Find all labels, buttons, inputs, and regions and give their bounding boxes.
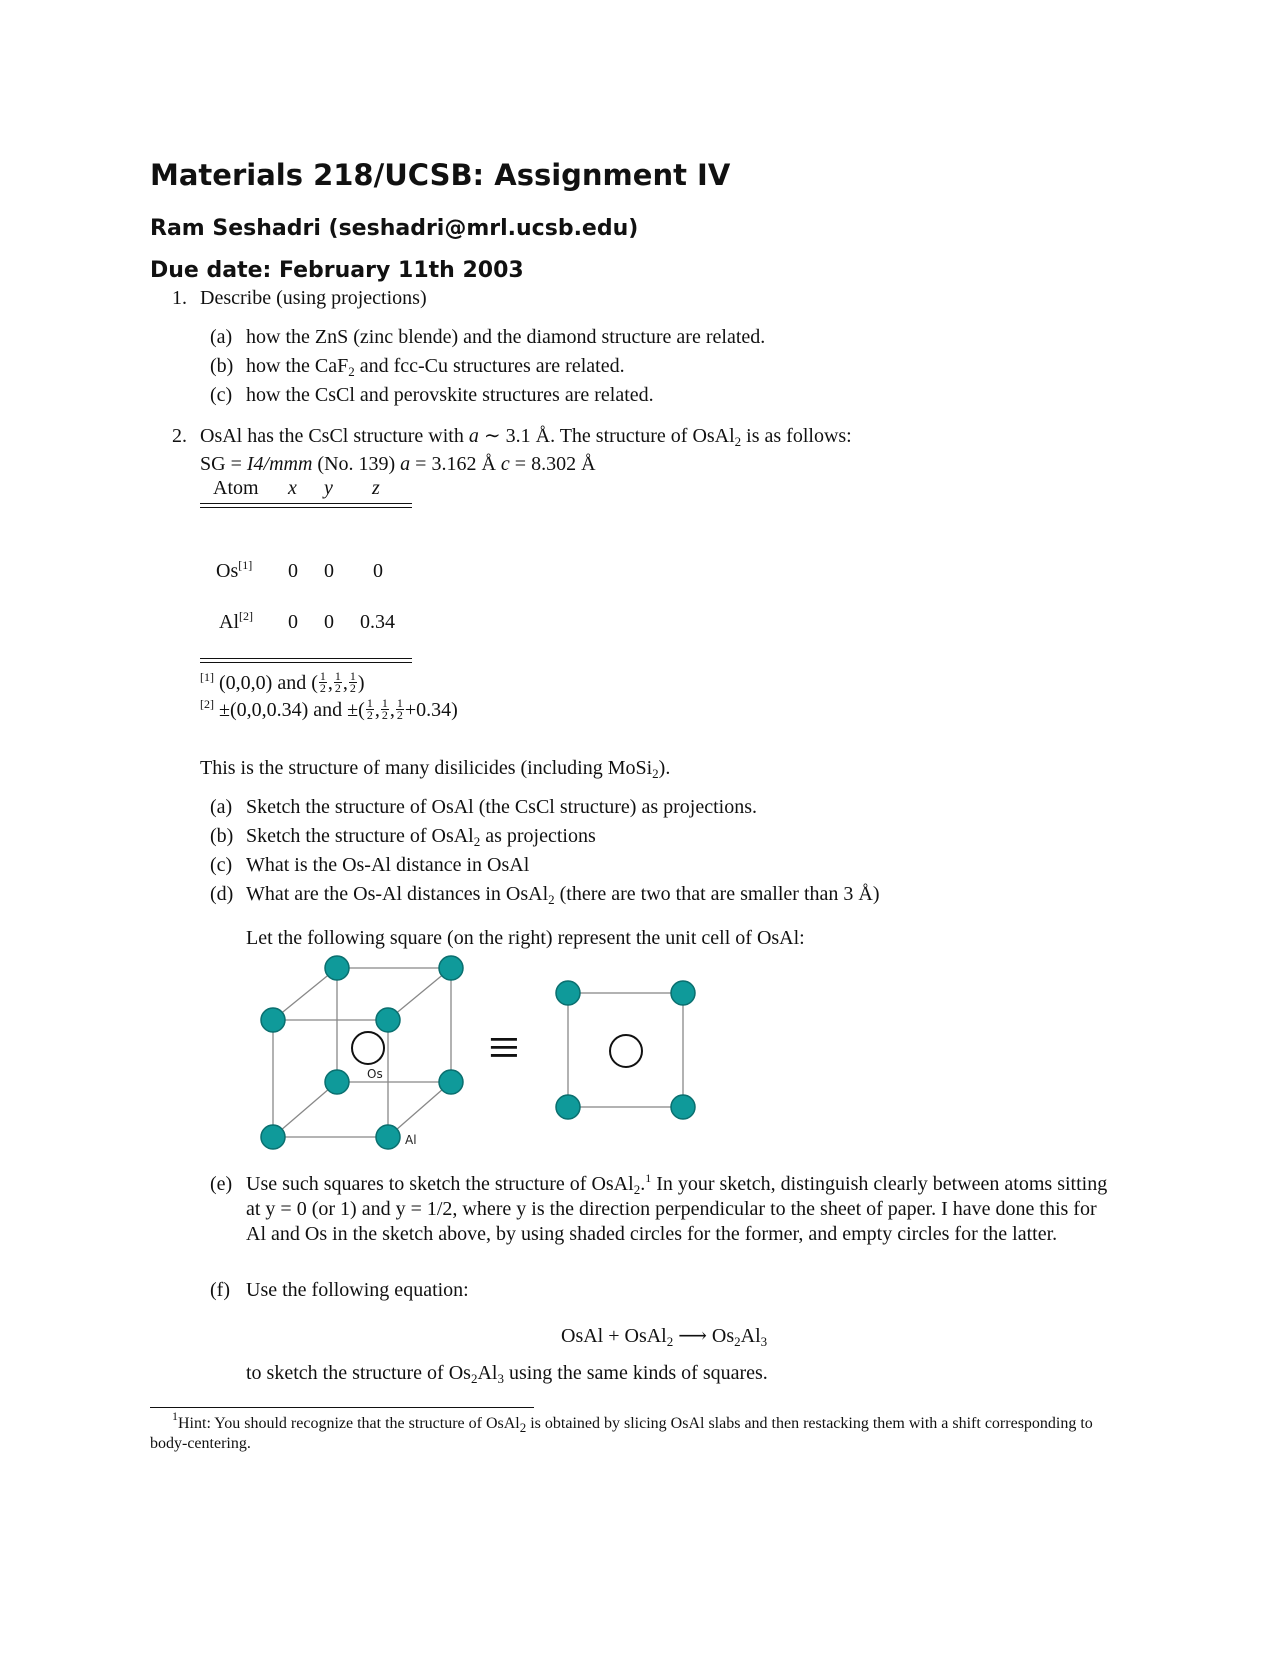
table-cell-os-x: 0 xyxy=(288,560,298,582)
question-1-item-a: (a) how the ZnS (zinc blende) and the diamond structure are related. xyxy=(210,326,766,348)
al-label: Al xyxy=(405,1133,417,1147)
al-atom xyxy=(261,1125,285,1149)
al-atom xyxy=(376,1008,400,1032)
question-2-part-b: (b) Sketch the structure of OsAl$_2$ as projections xyxy=(210,825,596,849)
question-2-part-d: (d) What are the Os-Al distances in OsAl$_2$ (there are two that are smaller than 3 Å) xyxy=(210,883,880,907)
space-group-line: SG = I4/mmm (No. 139) a = 3.162 Å c = 8.302 Å xyxy=(200,453,596,475)
os-atom-cube xyxy=(352,1032,384,1064)
table-cell-al-x: 0 xyxy=(288,611,298,633)
table-cell-al-y: 0 xyxy=(324,611,334,633)
sketch-instruction: to sketch the structure of $Os_2Al_3$ using the same kinds of squares. xyxy=(246,1362,768,1386)
question-2-part-a: (a) Sketch the structure of OsAl (the CsCl structure) as projections. xyxy=(210,796,757,818)
table-cell-al-z: 0.34 xyxy=(360,611,395,633)
table-row-al: Al[2] xyxy=(219,609,253,633)
al-atom xyxy=(439,956,463,980)
question-2-intro: 2. OsAl has the CsCl structure with a ∼ 3.1 Å. The structure of OsAl$_2$ is as follows: xyxy=(172,425,852,449)
table-row-os: Os[1] xyxy=(216,558,253,582)
reaction-equation: OsAl + OsAl$_2$ ⟶ $Os_2Al_3$ xyxy=(561,1325,768,1349)
due-date: Due date: February 11th 2003 xyxy=(150,258,524,283)
al-atom xyxy=(261,1008,285,1032)
question-2-part-e-text: Use such squares to sketch the structure of OsAl$_2$.$^1$ In your sketch, distinguish clearly between atoms sitting at y = 0 (or 1) and y = 1/2, where y is the direction perpendicular to the sheet of paper. I have done this for Al and Os in the sketch above, by using shaded circles for the former, and empty circles for the latter. xyxy=(246,1171,1108,1245)
footnote: $^1$Hint: You should recognize that the structure of OsAl$_2$ is obtained by slicing OsAl slabs and then restacking them with a shift corresponding to body-centering. xyxy=(150,1409,1093,1452)
al-atom xyxy=(325,1070,349,1094)
disilicides-sentence: This is the structure of many disilicides (including MoSi$_2$). xyxy=(200,757,671,781)
al-atom xyxy=(556,981,580,1005)
al-atom xyxy=(671,1095,695,1119)
al-atom xyxy=(556,1095,580,1119)
table-header-y: y xyxy=(324,477,333,499)
table-header-x: x xyxy=(288,477,297,499)
table-header-atom: Atom xyxy=(213,477,259,499)
footnote-rule xyxy=(150,1407,534,1408)
al-atom xyxy=(325,956,349,980)
os-atom-square xyxy=(610,1035,642,1067)
al-atom xyxy=(439,1070,463,1094)
os-label: Os xyxy=(367,1067,383,1081)
question-1-item-b: (b) how the CaF$_2$ and fcc-Cu structures are related. xyxy=(210,355,625,379)
unit-cell-instruction: Let the following square (on the right) represent the unit cell of OsAl: xyxy=(246,927,805,949)
question-2-part-f: (f) Use the following equation: xyxy=(210,1279,469,1301)
question-2-part-e-label: (e) xyxy=(210,1173,233,1195)
equivalence-sign: ≡ xyxy=(488,1017,520,1079)
al-atom xyxy=(376,1125,400,1149)
table-note-1: [1] (0,0,0) and ( $\frac{1}{2}$ , $\frac{1}{2}$ , $\frac{1}{2}$ ) xyxy=(200,669,365,695)
question-2-part-c: (c) What is the Os-Al distance in OsAl xyxy=(210,854,530,876)
author-line: Ram Seshadri (seshadri@mrl.ucsb.edu) xyxy=(150,216,639,241)
table-header-z: z xyxy=(372,477,380,499)
table-cell-os-z: 0 xyxy=(373,560,383,582)
question-1-item-c: (c) how the CsCl and perovskite structures are related. xyxy=(210,384,654,406)
al-atom xyxy=(671,981,695,1005)
page-title: Materials 218/UCSB: Assignment IV xyxy=(150,158,731,192)
table-cell-os-y: 0 xyxy=(324,560,334,582)
table-note-2: [2] ±(0,0,0.34) and ±( $\frac{1}{2}$ , $\frac{1}{2}$ , $\frac{1}{2}$ +0.34) xyxy=(200,696,458,722)
question-1-intro: 1. Describe (using projections) xyxy=(172,287,427,309)
